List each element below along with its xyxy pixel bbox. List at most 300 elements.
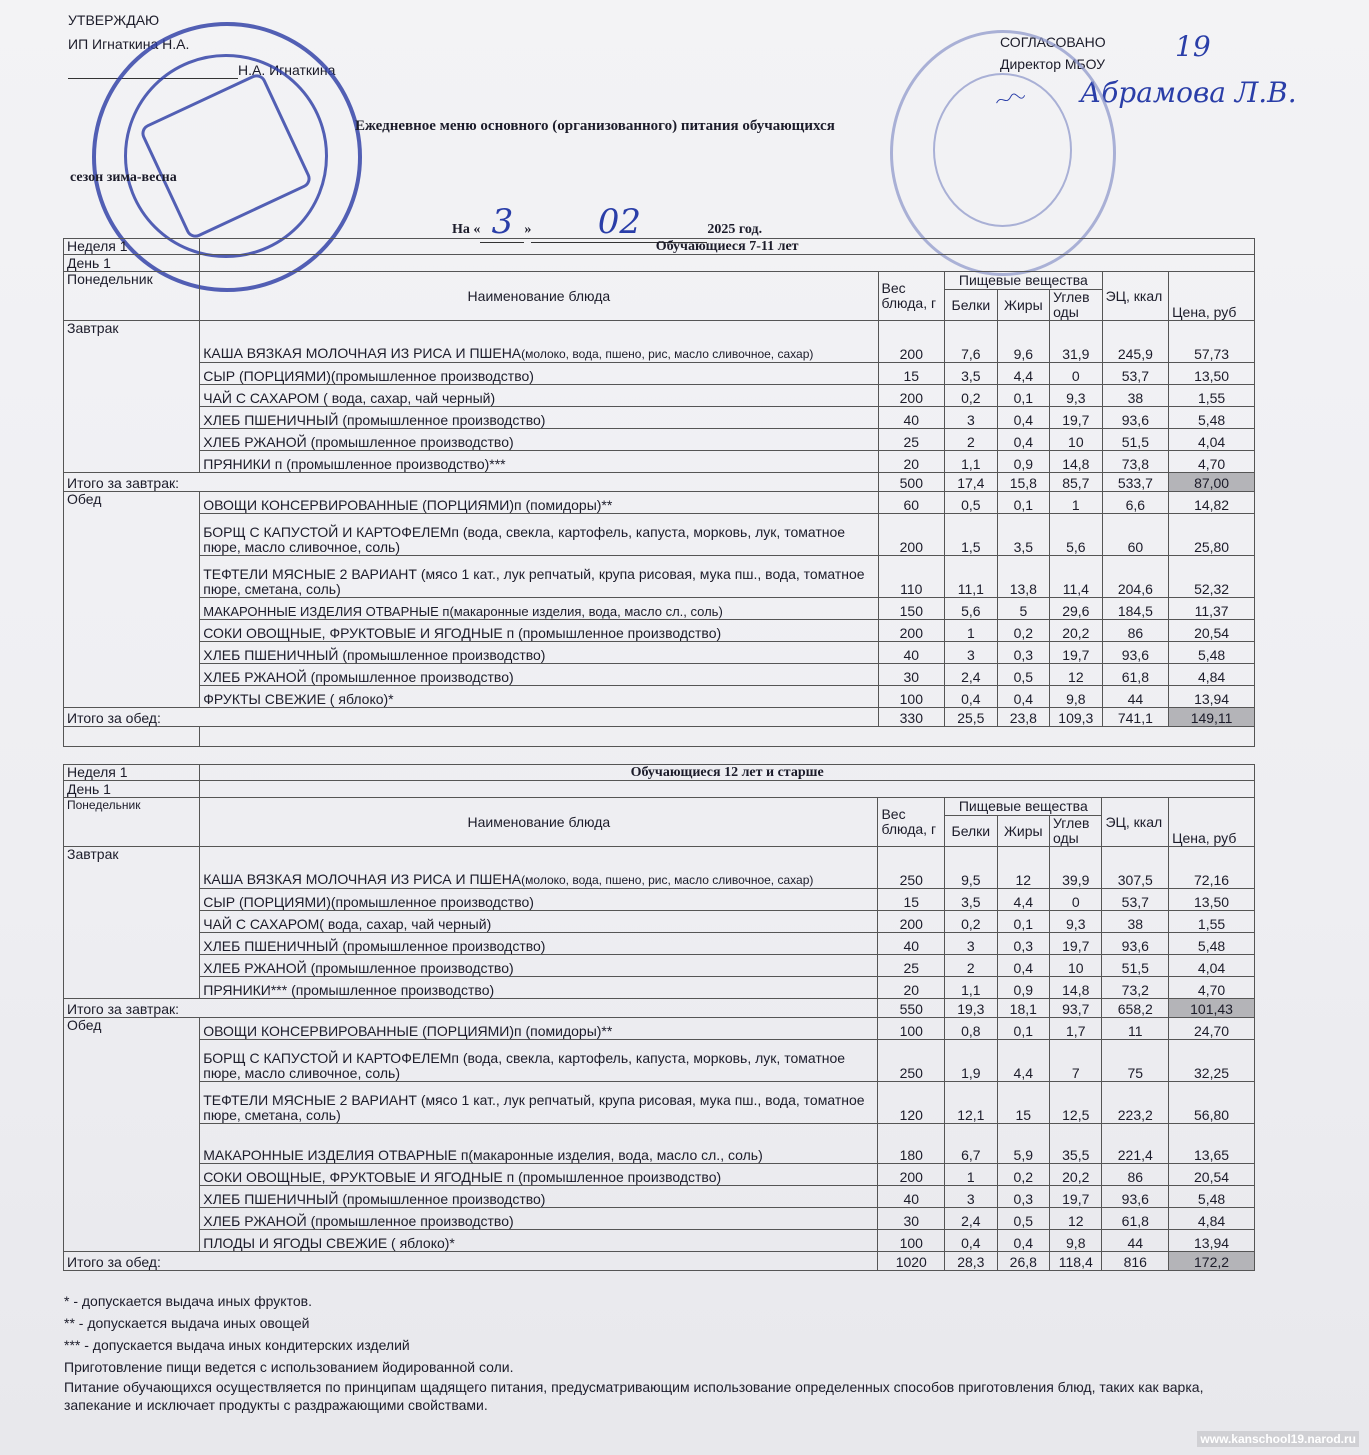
dish-name <box>200 620 878 642</box>
table-row <box>64 1164 1255 1186</box>
cell-f: 0,1 <box>997 385 1049 407</box>
cell-p: 11,1 <box>945 556 997 598</box>
total-f: 18,1 <box>997 999 1049 1018</box>
cell-c: 19,7 <box>1050 407 1102 429</box>
cell-c: 20,2 <box>1050 620 1102 642</box>
total-c: 109,3 <box>1050 708 1102 727</box>
cell-e: 223,2 <box>1102 1082 1169 1124</box>
table-row <box>64 255 1255 272</box>
empty-cell <box>200 255 1255 272</box>
cell-p: 0,4 <box>945 1230 997 1252</box>
dish-title: ХЛЕБ РЖАНОЙ (промышленное производство) <box>203 960 514 976</box>
dish-name <box>200 889 878 911</box>
table-row <box>64 1186 1255 1208</box>
dish-name <box>200 363 878 385</box>
table-row <box>64 272 1255 290</box>
cell-e: 44 <box>1102 1230 1169 1252</box>
footnote: Приготовление пищи ведется с использованием йодированной соли. <box>64 1359 514 1375</box>
cell-w: 250 <box>878 1040 945 1082</box>
cell-c: 9,8 <box>1050 1230 1102 1252</box>
cell-c: 39,9 <box>1050 847 1102 889</box>
total-f: 26,8 <box>997 1252 1049 1271</box>
dish-title: МАКАРОННЫЕ ИЗДЕЛИЯ ОТВАРНЫЕ п(макаронные изделия, вода, масло сл., соль) <box>203 604 723 619</box>
footnotes <box>64 1290 1264 1414</box>
cell-pr: 4,84 <box>1169 1208 1255 1230</box>
total-price: 172,2 <box>1169 1252 1255 1271</box>
cell-p: 3,5 <box>945 889 997 911</box>
cell-f: 0,9 <box>997 977 1049 999</box>
total-e: 533,7 <box>1102 473 1169 492</box>
cell-pr: 72,16 <box>1169 847 1255 889</box>
cell-w: 200 <box>878 1164 945 1186</box>
dish-name <box>200 1082 878 1124</box>
total-c: 118,4 <box>1050 1252 1102 1271</box>
cell-f: 0,1 <box>997 1018 1049 1040</box>
cell-pr: 20,54 <box>1169 1164 1255 1186</box>
cell-w: 40 <box>878 407 945 429</box>
cell-w: 200 <box>878 514 945 556</box>
cell-w: 20 <box>878 977 945 999</box>
cell-f: 12 <box>997 847 1049 889</box>
cell-c: 10 <box>1050 429 1102 451</box>
cell-e: 60 <box>1102 514 1169 556</box>
meal-label: Завтрак <box>64 321 200 473</box>
cell-c: 11,4 <box>1050 556 1102 598</box>
total-f: 15,8 <box>997 473 1049 492</box>
cell-c: 35,5 <box>1050 1124 1102 1164</box>
cell-p: 5,6 <box>945 598 997 620</box>
total-c: 93,7 <box>1050 999 1102 1018</box>
dish-name <box>200 1230 878 1252</box>
col-header-energy: ЭЦ, ккал <box>1102 272 1169 321</box>
col-header-name: Наименование блюда <box>200 272 878 321</box>
cell-pr: 20,54 <box>1169 620 1255 642</box>
cell-pr: 5,48 <box>1169 933 1255 955</box>
dish-title: ФРУКТЫ СВЕЖИЕ ( яблоко)* <box>203 691 394 707</box>
cell-pr: 4,04 <box>1169 429 1255 451</box>
cell-f: 15 <box>997 1082 1049 1124</box>
table-row <box>64 1018 1255 1040</box>
cell-e: 53,7 <box>1102 363 1169 385</box>
table-row <box>64 686 1255 708</box>
total-w: 500 <box>878 473 945 492</box>
dish-note: (молоко, вода, пшено, рис, масло сливочное, сахар) <box>521 873 814 887</box>
cell-e: 75 <box>1102 1040 1169 1082</box>
table-row <box>64 363 1255 385</box>
cell-w: 250 <box>878 847 945 889</box>
cell-w: 200 <box>878 620 945 642</box>
cell-p: 2 <box>945 429 997 451</box>
meal-label: Обед <box>64 1018 200 1252</box>
agreed-school-handwritten: 19 <box>1175 30 1211 63</box>
total-e: 816 <box>1102 1252 1169 1271</box>
cell-p: 1,1 <box>945 977 997 999</box>
date-mid: » <box>524 222 532 237</box>
cell-p: 3 <box>945 642 997 664</box>
cell-pr: 11,37 <box>1169 598 1255 620</box>
col-header-nutrients: Пищевые вещества <box>945 798 1102 816</box>
cell-p: 3 <box>945 933 997 955</box>
col-header-protein: Белки <box>945 816 997 847</box>
approve-sign-name: Н.А. Игнаткина <box>238 62 336 78</box>
cell-c: 19,7 <box>1050 1186 1102 1208</box>
cell-e: 204,6 <box>1102 556 1169 598</box>
dish-name <box>200 1186 878 1208</box>
total-e: 741,1 <box>1102 708 1169 727</box>
cell-f: 0,3 <box>997 1186 1049 1208</box>
cell-f: 4,4 <box>997 363 1049 385</box>
cell-p: 9,5 <box>945 847 997 889</box>
cell-pr: 4,84 <box>1169 664 1255 686</box>
cell-f: 0,2 <box>997 620 1049 642</box>
total-label: Итого за завтрак: <box>64 473 879 492</box>
cell-pr: 14,82 <box>1169 492 1255 514</box>
col-header-energy: ЭЦ, ккал <box>1102 798 1169 847</box>
dish-title: ПЛОДЫ И ЯГОДЫ СВЕЖИЕ ( яблоко)* <box>203 1235 455 1251</box>
cell-e: 73,8 <box>1102 451 1169 473</box>
cell-w: 150 <box>878 598 945 620</box>
cell-p: 2 <box>945 955 997 977</box>
cell-f: 0,5 <box>997 664 1049 686</box>
agreed-role: Директор МБОУ <box>1000 56 1106 72</box>
table-row <box>64 620 1255 642</box>
cell-e: 93,6 <box>1102 933 1169 955</box>
footnote: *** - допускается выдача иных кондитерских изделий <box>64 1337 410 1353</box>
document-title: Ежедневное меню основного (организованного) питания обучающихся <box>355 118 835 134</box>
cell-pr: 4,04 <box>1169 955 1255 977</box>
dish-title: ПРЯНИКИ п (промышленное производство)*** <box>203 456 506 472</box>
cell-pr: 5,48 <box>1169 407 1255 429</box>
table-row <box>64 451 1255 473</box>
cell-e: 73,2 <box>1102 977 1169 999</box>
cell-pr: 13,50 <box>1169 889 1255 911</box>
footnote: * - допускается выдача иных фруктов. <box>64 1293 312 1309</box>
dish-name <box>200 1018 878 1040</box>
dish-title: ХЛЕБ ПШЕНИЧНЫЙ (промышленное производство) <box>203 647 546 663</box>
table-row <box>64 429 1255 451</box>
col-header-name: Наименование блюда <box>200 798 878 847</box>
cell-c: 31,9 <box>1050 321 1102 363</box>
col-header-carbs: Углев оды <box>1050 290 1102 321</box>
footnote: ** - допускается выдача иных овощей <box>64 1315 310 1331</box>
total-c: 85,7 <box>1050 473 1102 492</box>
cell-e: 53,7 <box>1102 889 1169 911</box>
total-label: Итого за обед: <box>64 1252 878 1271</box>
cell-e: 184,5 <box>1102 598 1169 620</box>
cell-f: 4,4 <box>997 1040 1049 1082</box>
cell-pr: 13,94 <box>1169 1230 1255 1252</box>
meal-label: Завтрак <box>64 847 200 999</box>
cell-pr: 13,50 <box>1169 363 1255 385</box>
table-row <box>64 556 1255 598</box>
week-label: Неделя 1 <box>64 239 200 255</box>
table-row <box>64 473 1255 492</box>
cell-e: 6,6 <box>1102 492 1169 514</box>
cell-c: 10 <box>1050 955 1102 977</box>
cell-c: 1 <box>1050 492 1102 514</box>
table-row <box>64 1082 1255 1124</box>
table-row <box>64 1252 1255 1271</box>
dish-title: ЧАЙ С САХАРОМ( вода, сахар, чай черный) <box>203 916 492 932</box>
cell-f: 0,2 <box>997 1164 1049 1186</box>
dish-name <box>200 642 878 664</box>
table-row <box>64 321 1255 363</box>
dish-title: МАКАРОННЫЕ ИЗДЕЛИЯ ОТВАРНЫЕ п(макаронные изделия, вода, масло сл., соль) <box>203 1147 763 1163</box>
cell-pr: 13,94 <box>1169 686 1255 708</box>
cell-c: 0 <box>1050 889 1102 911</box>
table-row <box>64 1230 1255 1252</box>
cell-p: 1 <box>945 1164 997 1186</box>
cell-w: 200 <box>878 911 945 933</box>
season: сезон зима-весна <box>70 170 177 185</box>
empty-cell <box>200 781 1255 798</box>
total-w: 1020 <box>878 1252 945 1271</box>
cell-pr: 25,80 <box>1169 514 1255 556</box>
table-row <box>64 514 1255 556</box>
cell-pr: 32,25 <box>1169 1040 1255 1082</box>
cell-p: 0,4 <box>945 686 997 708</box>
col-header-fat: Жиры <box>997 816 1049 847</box>
dish-name <box>200 955 878 977</box>
weekday-label: Понедельник <box>64 272 200 321</box>
table-row <box>64 889 1255 911</box>
cell-c: 14,8 <box>1050 451 1102 473</box>
total-e: 658,2 <box>1102 999 1169 1018</box>
cell-e: 44 <box>1102 686 1169 708</box>
cell-p: 1,9 <box>945 1040 997 1082</box>
cell-pr: 1,55 <box>1169 911 1255 933</box>
dish-title: ХЛЕБ ПШЕНИЧНЫЙ (промышленное производство) <box>203 938 546 954</box>
cell-p: 2,4 <box>945 664 997 686</box>
cell-f: 9,6 <box>997 321 1049 363</box>
menu-table-7-11 <box>63 238 1255 747</box>
total-label: Итого за обед: <box>64 708 879 727</box>
cell-f: 0,1 <box>997 492 1049 514</box>
cell-c: 12 <box>1050 1208 1102 1230</box>
table-row <box>64 727 1255 747</box>
meal-label: Обед <box>64 492 200 708</box>
total-price: 87,00 <box>1169 473 1255 492</box>
cell-p: 6,7 <box>945 1124 997 1164</box>
cell-p: 3,5 <box>945 363 997 385</box>
total-price: 101,43 <box>1169 999 1255 1018</box>
col-header-weight: Вес блюда, г <box>878 798 945 847</box>
cell-p: 1 <box>945 620 997 642</box>
cell-pr: 4,70 <box>1169 977 1255 999</box>
total-label: Итого за завтрак: <box>64 999 878 1018</box>
table-row <box>64 239 1255 255</box>
cell-e: 38 <box>1102 385 1169 407</box>
cell-e: 221,4 <box>1102 1124 1169 1164</box>
dish-name <box>200 556 878 598</box>
dish-name <box>200 911 878 933</box>
dish-name <box>200 514 878 556</box>
cell-pr: 1,55 <box>1169 385 1255 407</box>
dish-title: КАША ВЯЗКАЯ МОЛОЧНАЯ ИЗ РИСА И ПШЕНА <box>203 871 522 887</box>
cell-c: 12 <box>1050 664 1102 686</box>
dish-title: КАША ВЯЗКАЯ МОЛОЧНАЯ ИЗ РИСА И ПШЕНА <box>203 345 522 361</box>
cell-e: 86 <box>1102 620 1169 642</box>
cell-c: 0 <box>1050 363 1102 385</box>
total-p: 25,5 <box>945 708 997 727</box>
dish-title: ХЛЕБ ПШЕНИЧНЫЙ (промышленное производство) <box>203 412 546 428</box>
cell-w: 60 <box>878 492 945 514</box>
day-label: День 1 <box>64 255 200 272</box>
cell-c: 19,7 <box>1050 642 1102 664</box>
dish-title: ХЛЕБ ПШЕНИЧНЫЙ (промышленное производство) <box>203 1191 546 1207</box>
dish-title: ОВОЩИ КОНСЕРВИРОВАННЫЕ (ПОРЦИЯМИ)п (помидоры)** <box>203 497 613 513</box>
table-row <box>64 385 1255 407</box>
cell-w: 200 <box>878 385 945 407</box>
dish-title: ХЛЕБ РЖАНОЙ (промышленное производство) <box>203 1213 514 1229</box>
table-row <box>64 1208 1255 1230</box>
date-day: 3 <box>491 202 514 242</box>
cell-e: 307,5 <box>1102 847 1169 889</box>
cell-f: 0,4 <box>997 955 1049 977</box>
dish-title: СЫР (ПОРЦИЯМИ)(промышленное производство) <box>203 894 534 910</box>
dish-name <box>200 1208 878 1230</box>
table-row <box>64 955 1255 977</box>
cell-w: 15 <box>878 363 945 385</box>
cell-c: 7 <box>1050 1040 1102 1082</box>
table-row <box>64 708 1255 727</box>
cell-e: 93,6 <box>1102 642 1169 664</box>
cell-pr: 57,73 <box>1169 321 1255 363</box>
cell-p: 7,6 <box>945 321 997 363</box>
col-header-protein: Белки <box>945 290 997 321</box>
total-p: 28,3 <box>945 1252 997 1271</box>
total-p: 19,3 <box>945 999 997 1018</box>
col-header-nutrients: Пищевые вещества <box>945 272 1102 290</box>
cell-e: 51,5 <box>1102 955 1169 977</box>
cell-p: 1,1 <box>945 451 997 473</box>
cell-c: 19,7 <box>1050 933 1102 955</box>
table-row <box>64 664 1255 686</box>
dish-name <box>200 686 878 708</box>
cell-w: 200 <box>878 321 945 363</box>
day-label: День 1 <box>64 781 200 798</box>
footnote: Питание обучающихся осуществляется по принципам щадящего питания, предусматривающим использование определенных способов приготовления блюд, таких как варка, запекание и исключает продукты с раздражающими свойствами. <box>64 1379 1204 1413</box>
agreed-sign-handwritten: Абрамова Л.В. <box>1080 76 1297 109</box>
cell-p: 0,8 <box>945 1018 997 1040</box>
dish-title: ХЛЕБ РЖАНОЙ (промышленное производство) <box>203 669 514 685</box>
cell-f: 0,5 <box>997 1208 1049 1230</box>
cell-c: 14,8 <box>1050 977 1102 999</box>
age-group-title: Обучающиеся 12 лет и старше <box>200 765 1255 781</box>
dish-name <box>200 451 878 473</box>
table-row <box>64 798 1255 816</box>
dish-name <box>200 1124 878 1164</box>
cell-w: 25 <box>878 955 945 977</box>
cell-w: 120 <box>878 1082 945 1124</box>
cell-pr: 56,80 <box>1169 1082 1255 1124</box>
cell-p: 3 <box>945 407 997 429</box>
cell-w: 100 <box>878 1018 945 1040</box>
age-group-title: Обучающиеся 7-11 лет <box>200 239 1255 255</box>
col-header-carbs: Углев оды <box>1050 816 1102 847</box>
cell-e: 51,5 <box>1102 429 1169 451</box>
date-month: 02 <box>597 202 642 242</box>
cell-f: 0,3 <box>997 642 1049 664</box>
cell-p: 12,1 <box>945 1082 997 1124</box>
table-row <box>64 1040 1255 1082</box>
agreed-label: СОГЛАСОВАНО <box>1000 34 1106 50</box>
watermark-url: www.kanschool19.narod.ru <box>1197 1431 1359 1447</box>
empty-cell <box>200 727 1255 747</box>
table-row <box>64 911 1255 933</box>
cell-f: 0,4 <box>997 1230 1049 1252</box>
dish-title: СЫР (ПОРЦИЯМИ)(промышленное производство) <box>203 368 534 384</box>
dish-title: СОКИ ОВОЩНЫЕ, ФРУКТОВЫЕ И ЯГОДНЫЕ п (промышленное производство) <box>203 1169 722 1185</box>
dish-name <box>200 933 878 955</box>
dish-name <box>200 321 878 363</box>
dish-title: БОРЩ С КАПУСТОЙ И КАРТОФЕЛЕМп (вода, свекла, картофель, капуста, морковь, лук, томатное пюре, масло сливочное, соль) <box>203 524 846 555</box>
cell-w: 30 <box>878 664 945 686</box>
cell-c: 9,3 <box>1050 911 1102 933</box>
cell-w: 40 <box>878 642 945 664</box>
dish-title: ХЛЕБ РЖАНОЙ (промышленное производство) <box>203 434 514 450</box>
cell-f: 0,4 <box>997 429 1049 451</box>
table-row <box>64 1124 1255 1164</box>
cell-w: 15 <box>878 889 945 911</box>
col-header-price: Цена, руб <box>1169 798 1255 847</box>
col-header-price: Цена, руб <box>1169 272 1255 321</box>
cell-p: 0,2 <box>945 385 997 407</box>
approve-label: УТВЕРЖДАЮ <box>68 12 160 28</box>
table-row <box>64 765 1255 781</box>
cell-f: 0,1 <box>997 911 1049 933</box>
weekday-label: Понедельник <box>64 798 200 847</box>
table-row <box>64 407 1255 429</box>
table-row <box>64 492 1255 514</box>
approve-org: ИП Игнаткина Н.А. <box>68 36 190 52</box>
cell-p: 0,2 <box>945 911 997 933</box>
cell-f: 4,4 <box>997 889 1049 911</box>
table-row <box>64 847 1255 889</box>
dish-name <box>200 598 878 620</box>
cell-e: 61,8 <box>1102 1208 1169 1230</box>
cell-c: 5,6 <box>1050 514 1102 556</box>
total-w: 330 <box>878 708 945 727</box>
cell-w: 30 <box>878 1208 945 1230</box>
cell-e: 61,8 <box>1102 664 1169 686</box>
cell-f: 0,4 <box>997 407 1049 429</box>
cell-c: 12,5 <box>1050 1082 1102 1124</box>
date-prefix: На « <box>452 222 481 237</box>
cell-c: 9,8 <box>1050 686 1102 708</box>
menu-table-12-plus <box>63 764 1255 1271</box>
table-row <box>64 598 1255 620</box>
cell-w: 25 <box>878 429 945 451</box>
dish-title: ПРЯНИКИ*** (промышленное производство) <box>203 982 495 998</box>
dish-name <box>200 429 878 451</box>
cell-f: 0,4 <box>997 686 1049 708</box>
cell-c: 1,7 <box>1050 1018 1102 1040</box>
total-w: 550 <box>878 999 945 1018</box>
cell-pr: 13,65 <box>1169 1124 1255 1164</box>
table-row <box>64 642 1255 664</box>
dish-name <box>200 407 878 429</box>
cell-f: 0,9 <box>997 451 1049 473</box>
cell-pr: 24,70 <box>1169 1018 1255 1040</box>
cell-e: 93,6 <box>1102 407 1169 429</box>
cell-e: 11 <box>1102 1018 1169 1040</box>
dish-name <box>200 492 878 514</box>
cell-pr: 5,48 <box>1169 1186 1255 1208</box>
date-suffix: 2025 год. <box>707 222 763 237</box>
dish-name <box>200 847 878 889</box>
dish-name <box>200 1164 878 1186</box>
